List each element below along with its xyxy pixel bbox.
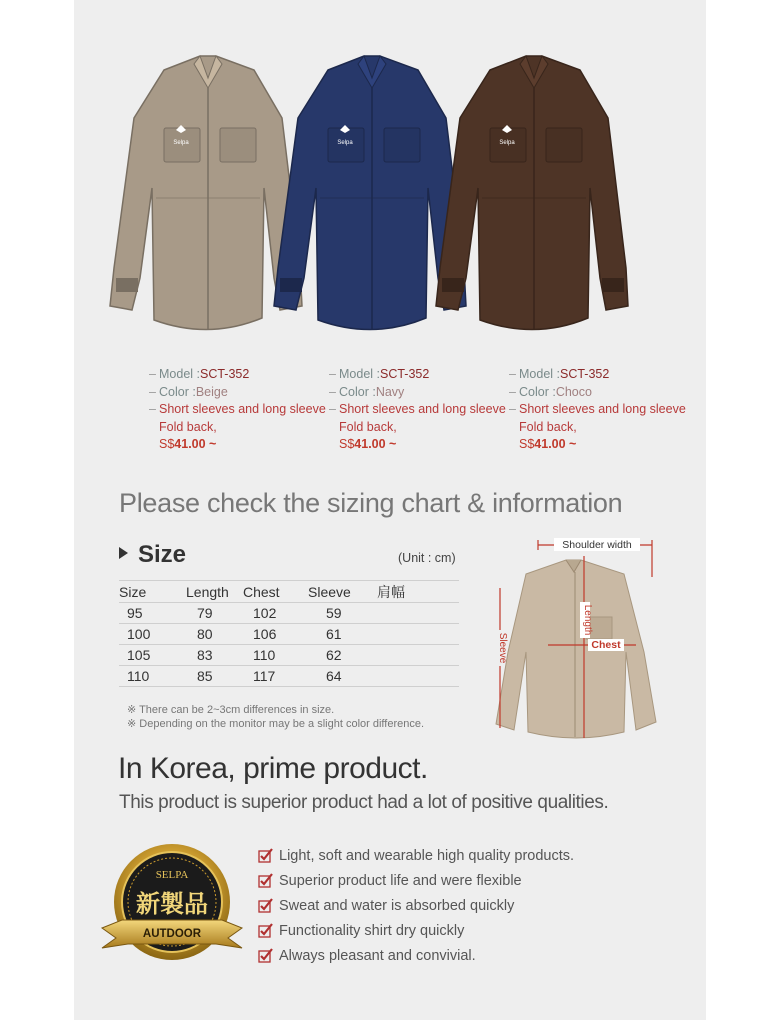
feature-item: Functionality shirt dry quickly [258, 918, 574, 943]
table-row: 110 85 117 64 [119, 666, 459, 687]
new-product-badge [96, 840, 248, 970]
unit-label: (Unit : cm) [398, 551, 456, 565]
price: S$ 41.00 ~ [519, 437, 577, 452]
korea-subtitle: This product is superior product had a lot of positive qualities. [119, 792, 609, 813]
checkbox-checked-icon [258, 948, 273, 963]
checkbox-checked-icon [258, 898, 273, 913]
feature-item: Always pleasant and convivial. [258, 943, 574, 968]
price: S$ 41.00 ~ [159, 437, 217, 452]
measurement-diagram [486, 532, 666, 752]
checkbox-checked-icon [258, 848, 273, 863]
svg-text:Selpa: Selpa [173, 140, 189, 146]
triangle-icon [119, 547, 128, 559]
table-row: 100 80 106 61 [119, 624, 459, 645]
korea-title: In Korea, prime product. [118, 752, 428, 785]
table-header-row: Size Length Chest Sleeve 肩幅 [119, 581, 459, 603]
checkbox-checked-icon [258, 923, 273, 938]
shirt-image-choco [430, 48, 635, 348]
shirt-svg [430, 48, 635, 348]
color-note: ※ Depending on the monitor may be a slight color difference. [127, 718, 425, 730]
svg-text:Selpa: Selpa [337, 140, 353, 146]
svg-text:Selpa: Selpa [499, 140, 515, 146]
badge-middle-text: 新製品 [136, 890, 208, 918]
product-info: – Model : SCT-352 – Color : Choco – Short sleeves and long sleeve Fold back, S$ 41.00 ~ [509, 366, 687, 454]
product-info: – Model : SCT-352 – Color : Navy – Short sleeves and long sleeve Fold back, S$ 41.00 ~ [329, 366, 507, 454]
size-table [119, 580, 459, 687]
sleeve-label: Sleeve [497, 632, 508, 664]
table-row: 95 79 102 59 [119, 603, 459, 624]
feature-item: Superior product life and were flexible [258, 868, 574, 893]
shoulder-label: Shoulder width [562, 539, 632, 551]
size-note: ※ There can be 2~3cm differences in size. [127, 704, 335, 716]
sizing-heading: Please check the sizing chart & information [119, 488, 623, 518]
chest-label: Chest [591, 639, 621, 651]
price: S$ 41.00 ~ [339, 437, 397, 452]
product-info: – Model : SCT-352 – Color : Beige – Short sleeves and long sleeve Fold back, S$ 41.00 ~ [149, 366, 327, 454]
feature-list [258, 843, 574, 968]
length-label: Length [582, 604, 593, 636]
size-title: Size [119, 541, 186, 569]
table-row: 105 83 110 62 [119, 645, 459, 666]
feature-item: Sweat and water is absorbed quickly [258, 893, 574, 918]
badge-bottom-text: AUTDOOR [142, 928, 202, 940]
feature-item: Light, soft and wearable high quality products. [258, 843, 574, 868]
badge-top-text: SELPA [155, 869, 189, 881]
diagram-shirt [496, 560, 656, 738]
checkbox-checked-icon [258, 873, 273, 888]
